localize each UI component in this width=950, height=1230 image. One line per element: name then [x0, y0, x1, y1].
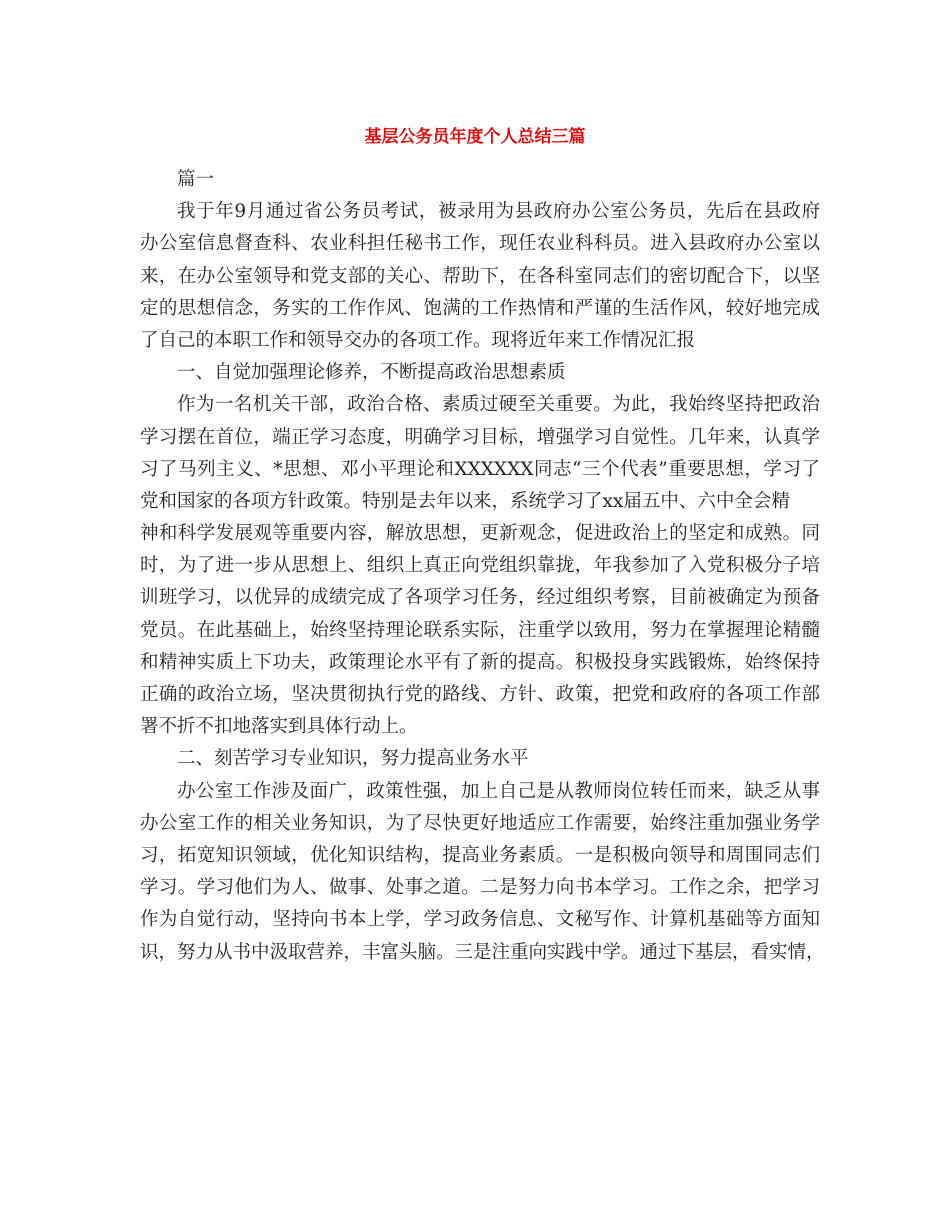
text-line: 时，为了进一步从思想上、组织上真正向党组织靠拢，年我参加了入党积极分子培 [140, 555, 820, 577]
text-line: 习，拓宽知识领域，优化知识结构，提高业务素质。一是积极向领导和周围同志们 [140, 844, 820, 866]
text-line: 作为自觉行动，坚持向书本上学，学习政务信息、文秘写作、计算机基础等方面知 [140, 909, 820, 931]
text-line: 二、刻苦学习专业知识，努力提高业务水平 [177, 748, 529, 770]
text-line: 定的思想信念，务实的工作作风、饱满的工作热情和严谨的生活作风，较好地完成 [140, 297, 820, 319]
text-line: 学习摆在首位，端正学习态度，明确学习目标，增强学习自觉性。几年来，认真学 [140, 426, 820, 448]
text-line: 署不折不扣地落实到具体行动上。 [140, 716, 418, 738]
text-line: 办公室工作的相关业务知识，为了尽快更好地适应工作需要，始终注重加强业务学 [140, 812, 820, 834]
text-line: 识，努力从书中汲取营养，丰富头脑。三是注重向实践中学。通过下基层，看实情， [140, 941, 825, 963]
text-line: 我于年9月通过省公务员考试，被录用为县政府办公室公务员，先后在县政府 [177, 201, 820, 223]
document-body [140, 164, 825, 969]
text-line: 神和科学发展观等重要内容，解放思想，更新观念，促进政治上的坚定和成熟。同 [140, 523, 820, 545]
text-line: 作为一名机关干部，政治合格、素质过硬至关重要。为此，我始终坚持把政治 [177, 394, 820, 416]
text-line: 学习。学习他们为人、做事、处事之道。二是努力向书本学习。工作之余，把学习 [140, 877, 820, 899]
text-line: 办公室信息督查科、农业科担任秘书工作，现任农业科科员。进入县政府办公室以 [140, 233, 820, 255]
text-line: 一、自觉加强理论修养，不断提高政治思想素质 [177, 362, 566, 384]
text-line: 习了马列主义、*思想、邓小平理论和XXXXXX同志“三个代表”重要思想，学习了 [140, 458, 820, 480]
text-line: 和精神实质上下功夫，政策理论水平有了新的提高。积极投身实践锻炼，始终保持 [140, 651, 820, 673]
text-line: 党员。在此基础上，始终坚持理论联系实际，注重学以致用，努力在掌握理论精髓 [140, 619, 820, 641]
text-line: 来，在办公室领导和党支部的关心、帮助下，在各科室同志们的密切配合下，以坚 [140, 265, 820, 287]
text-line: 了自己的本职工作和领导交办的各项工作。现将近年来工作情况汇报 [140, 329, 696, 351]
text-line: 训班学习，以优异的成绩完成了各项学习任务，经过组织考察，目前被确定为预备 [140, 587, 820, 609]
text-line: 党和国家的各项方针政策。特别是去年以来，系统学习了xx届五中、六中全会精 [140, 490, 790, 512]
text-line: 篇一 [177, 169, 215, 190]
document-title: 基层公务员年度个人总结三篇 [364, 127, 586, 147]
text-line: 办公室工作涉及面广，政策性强，加上自己是从教师岗位转任而来，缺乏从事 [177, 780, 820, 802]
text-line: 正确的政治立场，坚决贯彻执行党的路线、方针、政策，把党和政府的各项工作部 [140, 684, 820, 705]
